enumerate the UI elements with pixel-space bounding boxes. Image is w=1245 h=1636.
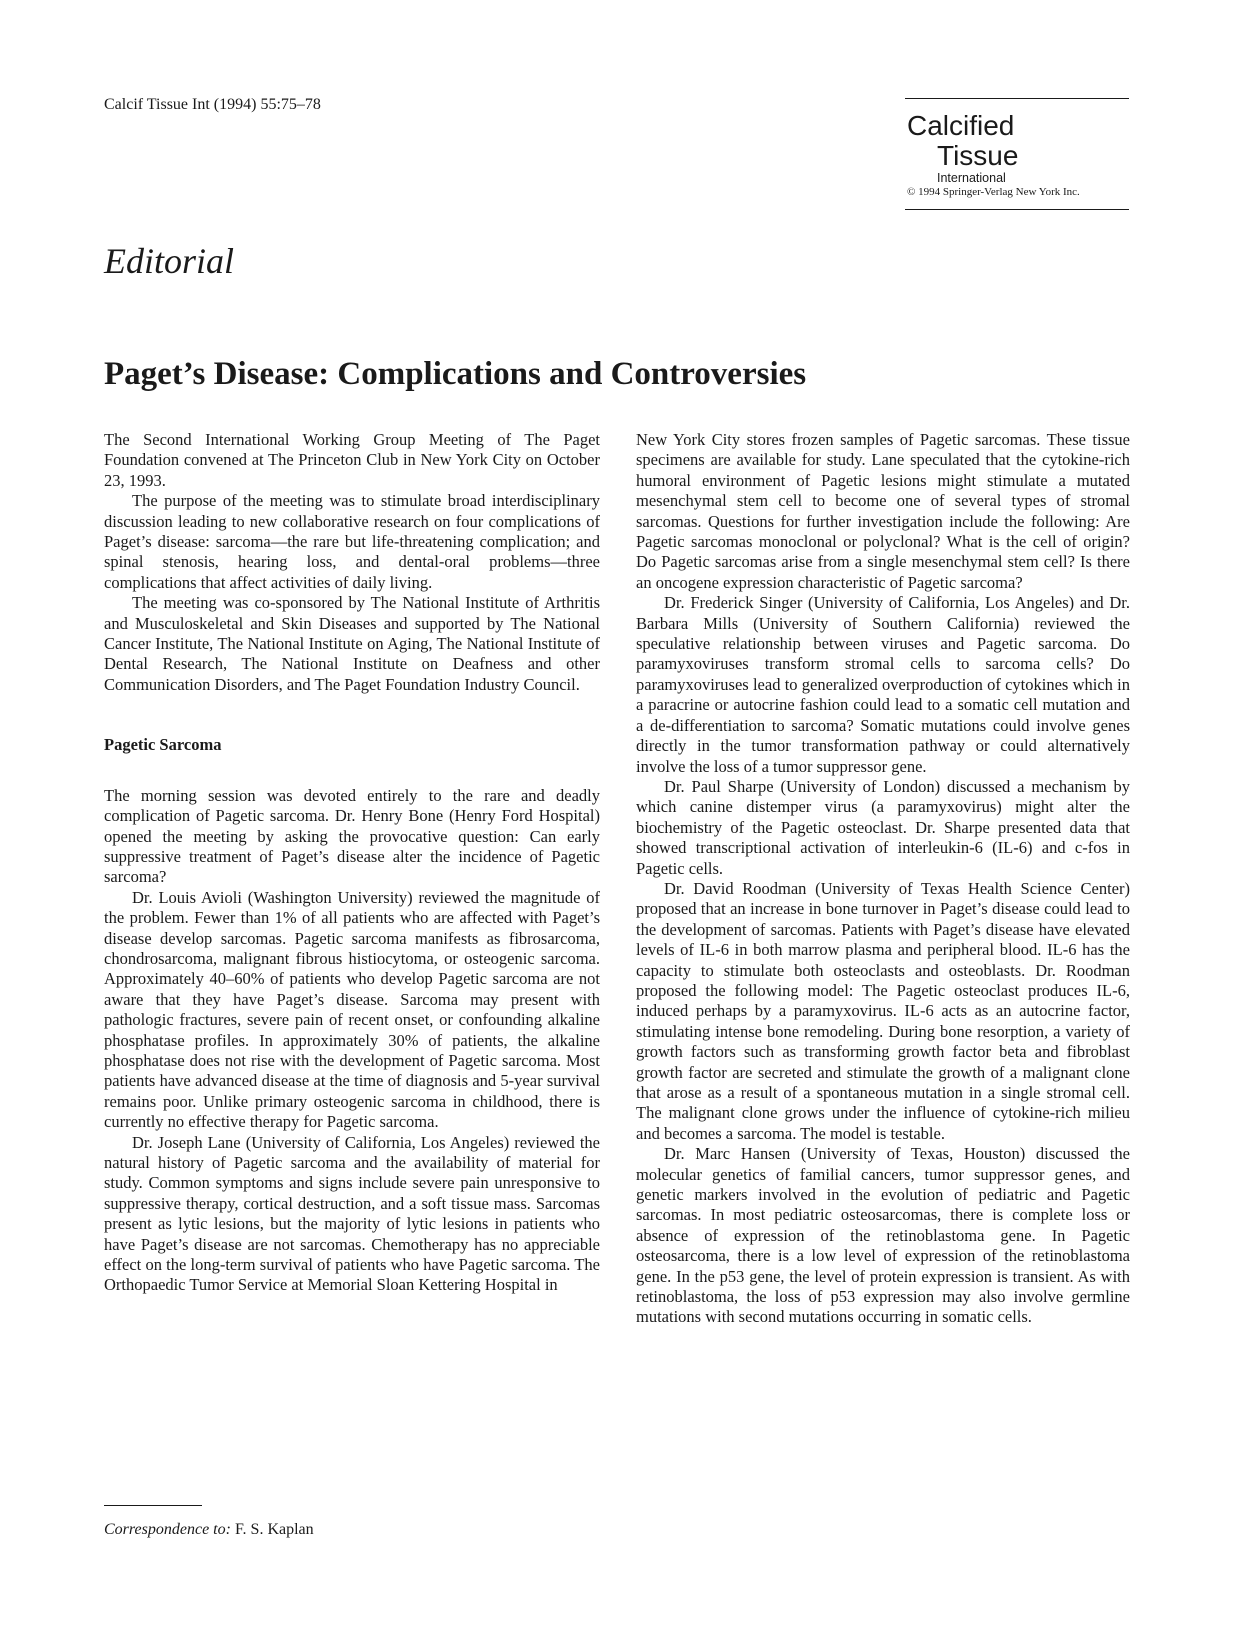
footnote-name: F. S. Kaplan xyxy=(234,1521,314,1538)
masthead-top-rule xyxy=(905,98,1129,99)
paragraph: Dr. Paul Sharpe (University of London) discussed a mechanism by which canine distemper virus (a paramyxovirus) might alter the biochemistry of the Pagetic osteoclast. Dr. Sharpe presented data that showed transcriptional activation of interleukin-6 (IL-6) and c-fos in Pagetic cells. xyxy=(636,776,1130,878)
section-label: Editorial xyxy=(104,241,235,281)
paragraph: Dr. Marc Hansen (University of Texas, Houston) discussed the molecular genetics of familial cancers, tumor suppressor genes, and genetic markers involved in the evolution of pediatric and Pagetic sarcomas. In most pediatric osteosarcomas, there is complete loss or absence of expression of the retinoblastoma gene. In Pagetic osteosarcoma, there is a low level of expression of the retinoblastoma gene. In the p53 gene, the level of protein expression is transient. As with retinoblastoma, the loss of p53 expression may also involve germline mutations with second mutations occurring in somatic cells. xyxy=(636,1144,1130,1327)
journal-citation: Calcif Tissue Int (1994) 55:75–78 xyxy=(104,96,321,113)
left-column xyxy=(104,430,600,1296)
journal-masthead xyxy=(905,98,1129,210)
paragraph: The Second International Working Group Meeting of The Paget Foundation convened at The Princeton Club in New York City on October 23, 1993. xyxy=(104,430,600,490)
paragraph: The morning session was devoted entirely to the rare and deadly complication of Pagetic sarcoma. Dr. Henry Bone (Henry Ford Hospital) opened the meeting by asking the provocative question: Can early suppressive treatment of Paget’s disease alter the incidence of Pagetic sarcoma? xyxy=(104,785,600,887)
journal-subtitle: International xyxy=(937,171,1006,185)
journal-title-line2: Tissue xyxy=(937,140,1019,171)
paragraph: Dr. Frederick Singer (University of California, Los Angeles) and Dr. Barbara Mills (University of Southern California) reviewed the speculative relationship between viruses and Pagetic sarcoma. Do paramyxoviruses transform stromal cells to sarcoma cells? Do paramyxoviruses lead to generalized overproduction of cytokines which in a paracrine or autocrine fashion could lead to a somatic cell mutation and a de-differentiation to sarcoma? Somatic mutations could involve genes directly in the tumor transformation pathway or could alternatively involve the loss of a tumor suppressor gene. xyxy=(636,593,1130,776)
paragraph: Dr. Louis Avioli (Washington University) reviewed the magnitude of the problem. Fewer than 1% of all patients who are affected with Paget’s disease develop sarcomas. Pagetic sarcoma manifests as fibrosarcoma, chondrosarcoma, malignant fibrous histiocytoma, or osteogenic sarcoma. Approximately 40–60% of patients who develop Pagetic sarcoma are not aware that they have Paget’s disease. Sarcoma may present with pathologic fractures, severe pain of recent onset, or confounding alkaline phosphatase profiles. In approximately 30% of patients, the alkaline phosphatase does not rise with the development of Pagetic sarcoma. Most patients have advanced disease at the time of diagnosis and 5-year survival remains poor. Unlike primary osteogenic sarcoma in childhood, there is currently no effective therapy for Pagetic sarcoma. xyxy=(104,887,600,1132)
right-column xyxy=(636,430,1130,1328)
subsection-heading: Pagetic Sarcoma xyxy=(104,735,222,755)
paragraph: The meeting was co-sponsored by The National Institute of Arthritis and Musculoskeletal and Skin Diseases and supported by The National Cancer Institute, The National Institute on Aging, The National Institute of Dental Research, The National Institute on Deafness and other Communication Disorders, and The Paget Foundation Industry Council. xyxy=(104,593,600,694)
journal-title xyxy=(905,111,1129,171)
article-title: Paget’s Disease: Complications and Controversies xyxy=(104,356,807,392)
paragraph: Dr. Joseph Lane (University of California, Los Angeles) reviewed the natural history of Pagetic sarcoma and the availability of material for study. Common symptoms and signs include severe pain unresponsive to suppressive therapy, cortical destruction, and a soft tissue mass. Sarcomas present as lytic lesions, but the majority of lytic lesions in patients who have Paget’s disease are not sarcomas. Chemotherapy has no appreciable effect on the long-term survival of patients who have Pagetic sarcoma. The Orthopaedic Tumor Service at Memorial Sloan Kettering Hospital in xyxy=(104,1132,600,1295)
paragraph: Dr. David Roodman (University of Texas Health Science Center) proposed that an increase in bone turnover in Paget’s disease could lead to the development of sarcomas. Patients with Paget’s disease have elevated levels of IL-6 in both marrow plasma and peripheral blood. IL-6 has the capacity to stimulate both osteoclasts and osteoblasts. Dr. Roodman proposed the following model: The Pagetic osteoclast produces IL-6, induced perhaps by a paramyxovirus. IL-6 acts as an autocrine factor, stimulating intense bone remodeling. During bone resorption, a variety of growth factors such as transforming growth factor beta and fibroblast growth factor are secreted and stimulate the growth of a malignant clone that arose as a result of a spontaneous mutation in a single stromal cell. The malignant clone grows under the influence of cytokine-rich milieu and becomes a sarcoma. The model is testable. xyxy=(636,878,1130,1143)
journal-title-line1: Calcified xyxy=(907,110,1015,141)
paragraph: New York City stores frozen samples of Pagetic sarcomas. These tissue specimens are available for study. Lane speculated that the cytokine-rich humoral environment of Pagetic lesions might stimulate a mutated mesenchymal stem cell to become one of several types of stromal sarcomas. Questions for further investigation include the following: Are Pagetic sarcomas monoclonal or polyclonal? What is the cell of origin? Do Pagetic sarcomas arise from a single mesenchymal stem cell? Is there an oncogene expression characteristic of Pagetic sarcoma? xyxy=(636,430,1130,592)
correspondence-footnote xyxy=(104,1521,314,1539)
copyright-notice: © 1994 Springer-Verlag New York Inc. xyxy=(907,186,1080,198)
masthead-bottom-rule xyxy=(905,209,1129,210)
paragraph: The purpose of the meeting was to stimulate broad interdisciplinary discussion leading to new collaborative research on four complications of Paget’s disease: sarcoma—the rare but life-threatening complication; and spinal stenosis, hearing loss, and dental-oral problems—three complications that affect activities of daily living. xyxy=(104,491,600,592)
footnote-rule xyxy=(104,1505,202,1506)
footnote-label: Correspondence to: xyxy=(104,1521,231,1538)
